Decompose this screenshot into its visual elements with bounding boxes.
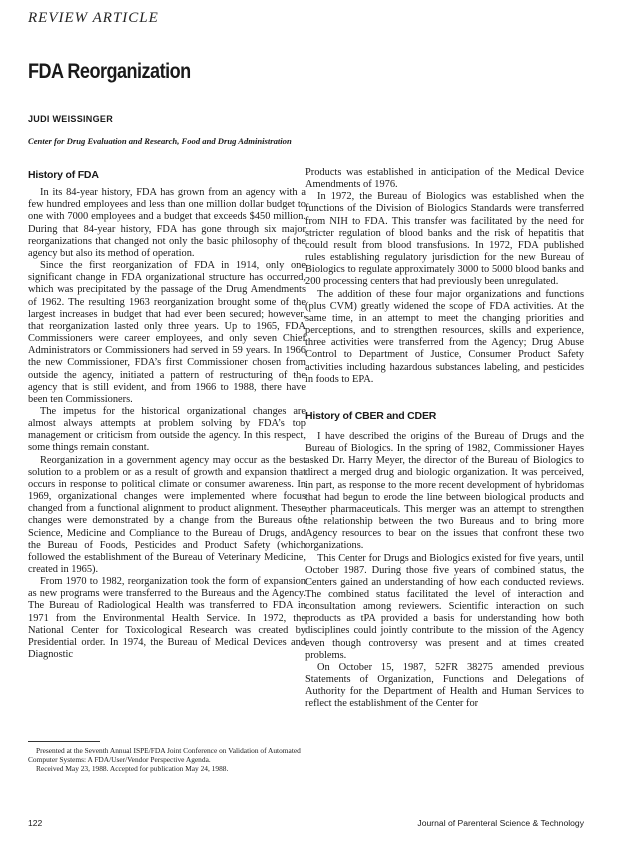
footnote-divider (28, 741, 100, 742)
left-column (28, 169, 306, 661)
footnote: Presented at the Seventh Annual ISPE/FDA Joint Conference on Validation of Automated Computer Systems: A FDA/User/Vendor Perspective Agenda. (28, 746, 301, 764)
heading-history-cber-cder: History of CBER and CDER (305, 409, 437, 422)
paragraph: The impetus for the historical organizational changes are almost always attempts at problem solving by FDA’s top management or criticism from outside the agency. In this respect, some things remain constant. (28, 405, 306, 454)
paragraph-continued: Products was established in anticipation of the Medical Device Amendments of 1976. (305, 167, 584, 191)
heading-history-fda: History of FDA (28, 169, 99, 181)
section-label: REVIEW ARTICLE (28, 10, 159, 26)
paragraph: On October 15, 1987, 52FR 38275 amended previous Statements of Organization, Functions and Delegations of Authority for the Department of Health and Human Services to reflect the establishment of the Center for (305, 661, 584, 710)
author-affiliation: Center for Drug Evaluation and Research, Food and Drug Administration (28, 136, 292, 146)
footnote: Received May 23, 1988. Accepted for publication May 24, 1988. (36, 764, 229, 773)
author-name: JUDI WEISSINGER (28, 114, 114, 124)
paragraph: Since the first reorganization of FDA in 1914, only one significant change in FDA organizational structure has occurred, which was precipitated by the passage of the Drug Amendments of 1962. The resulting 1963 reorganization brought some of the largest increases in budget that had ever been secured; however, that reorganization lasted only three years. Up to 1965, FDA Commissioners were career employees, and only seven Chief Administrators or Commissioners had served in 59 years. In 1966 the new Commissioner, FDA’s first Commissioner chosen from outside the agency, initiated a pattern of restructuring of the agency that is still evident, and from 1966 to 1988, there have been ten Commissioners. (28, 260, 306, 405)
footnotes (28, 741, 306, 773)
journal-name: Journal of Parenteral Science & Technology (417, 818, 584, 828)
right-column (305, 167, 584, 711)
paragraph: This Center for Drugs and Biologics existed for five years, until October 1987. During those five years of combined status, the Centers gained an understanding of how each conducted reviews. The combined status facilitated the level of interaction and consultation among reviewers. Scientific interaction on such products as tPA provided a basis for understanding how both disciplines could jointly contribute to the mission of the Agency even though controversy was present and at times created problems. (305, 552, 584, 661)
paragraph: The addition of these four major organizations and functions (plus CVM) greatly widened the scope of FDA activities. At the same time, in an attempt to meet the changing priorities and perceptions, and to strengthen resources, skills and experience, three activities were transferred from the Agency; Drug Abuse Control to Department of Justice, Consumer Product Safety activities including hazardous substances labeling, and pesticides in foods to EPA. (305, 288, 584, 385)
page-number: 122 (28, 818, 43, 828)
paragraph: In its 84-year history, FDA has grown from an agency with a few hundred employees and less than one million dollar budget to one with 7000 employees and a budget that exceeds $450 million. During that 84-year history, FDA has gone through six major reorganizations that changed not only the basic philosophy of the agency but also its method of operation. (28, 187, 306, 259)
article-title: FDA Reorganization (28, 60, 191, 83)
paragraph: In 1972, the Bureau of Biologics was established when the functions of the Division of Biologics Standards were transferred from NIH to FDA. This transfer was facilitated by the need for stricter regulation of blood banks and the risk of hepatitis that could result from blood transfusions. In 1972, FDA published rules establishing regulatory jurisdiction for the new Bureau of Biologics to regulate approximately 3000 to 5000 blood banks and 200 processing centers that had previously been unregulated. (305, 191, 584, 288)
paragraph: I have described the origins of the Bureau of Drugs and the Bureau of Biologics. In the spring of 1982, Commissioner Hayes asked Dr. Harry Meyer, the director of the Bureau of Biologics to direct a merged drug and biologic organization. It was perceived, in part, as response to the more recent development of hybridomas that had begun to erode the line between biological products and other pharmaceuticals. This merger was an attempt to strengthen the relationship between the two Bureaus and to bring more Agency resources to bear on the issues that confront these two organizations. (305, 430, 584, 552)
paragraph: From 1970 to 1982, reorganization took the form of expansion as new programs were transferred to the Bureaus and the Agency. The Bureau of Radiological Health was transferred to FDA in 1971 from the Environmental Health Service. In 1972, the National Center for Toxicological Research was created by Presidential order. In 1974, the Bureau of Medical Devices and Diagnostic (28, 576, 306, 661)
paragraph: Reorganization in a government agency may occur as the best solution to a problem or as a result of growth and expansion that occurs in response to political climate or consumer awareness. In 1969, organizational changes were implemented where focus changed from a functional alignment to product alignment. These changes were demonstrated by a change from the Bureaus of Science, Medicine and Compliance to the Bureau of Drugs, and the Bureau of Foods, Pesticides and Product Safety (which followed the establishment of the Bureau of Veterinary Medicine, created in 1965). (28, 454, 306, 575)
